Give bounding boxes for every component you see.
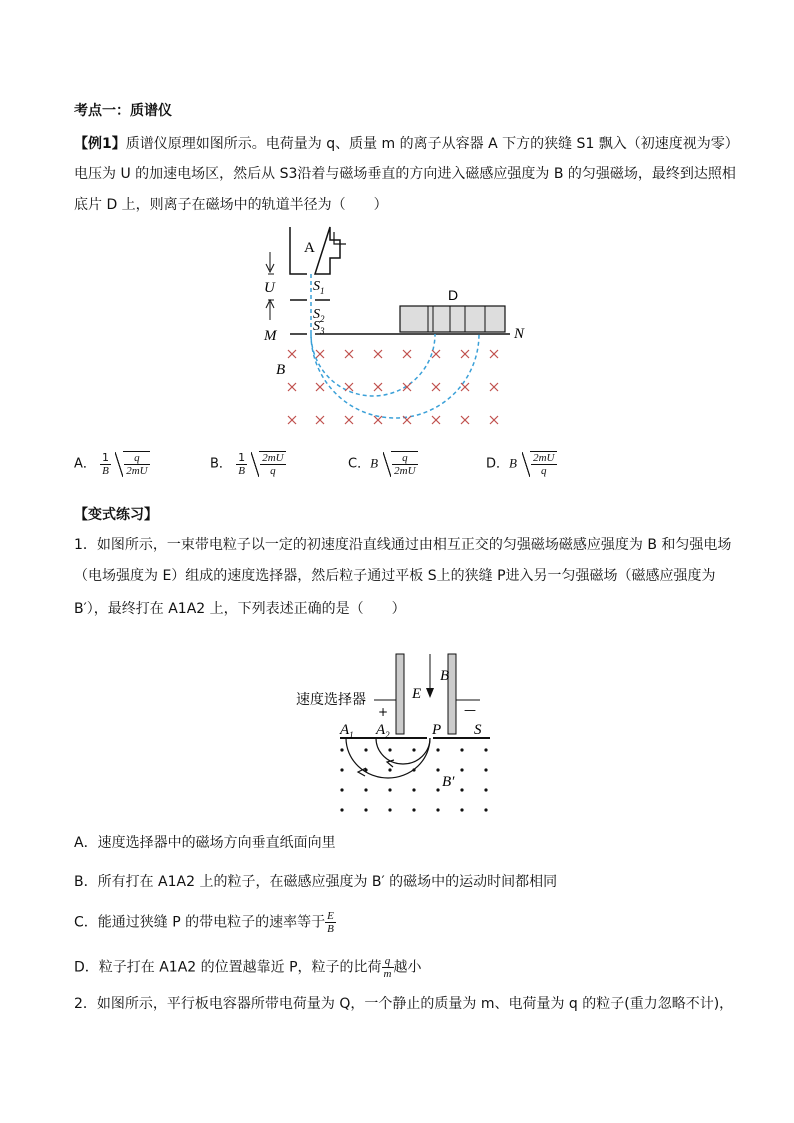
- field-dot: [484, 768, 487, 771]
- label-u: U: [264, 280, 275, 296]
- field-dot: [412, 808, 415, 811]
- example1-line1: [74, 134, 739, 154]
- field-dot: [364, 808, 367, 811]
- field-dot: [460, 768, 463, 771]
- q1-option-b[interactable]: B．所有打在 A1A2 上的粒子，在磁感应强度为 B′ 的磁场中的运动时间都相同: [74, 874, 558, 890]
- label-s1: $S_1$: [313, 279, 325, 296]
- label-s2: $S_2$: [313, 307, 325, 324]
- label-n: N: [514, 326, 525, 342]
- example1-option-d[interactable]: [486, 451, 557, 477]
- label-p: P: [432, 722, 442, 738]
- q1-option-c-frac: $\frac{E}{B}$: [327, 910, 334, 935]
- label-s-plate: S: [474, 722, 482, 738]
- practice-title: 【变式练习】: [74, 507, 158, 523]
- option-c-label: C．: [348, 456, 371, 472]
- option-d-sqrt: $\frac{2mU}{q}$: [530, 451, 556, 477]
- q1-option-c-text: C．能通过狭缝 P 的带电粒子的速率等于: [74, 914, 326, 931]
- option-c-coef: B: [370, 455, 379, 471]
- example1-line2: 电压为 U 的加速电场区，然后从 S3沿着与磁场垂直的方向进入磁感应强度为 B 的匀强磁场，最终到达照相: [74, 166, 736, 182]
- q1-option-d-tail: 越小: [393, 959, 422, 976]
- field-dot: [340, 748, 343, 751]
- q1-option-d-frac: $\frac{q}{m}$: [383, 955, 392, 980]
- magnetic-field-crosses: [288, 350, 498, 424]
- option-a-coef: $\frac{1}{B}$: [102, 450, 110, 477]
- example1-line3: 底片 D 上，则离子在磁场中的轨道半径为（ ）: [74, 197, 388, 213]
- trajectory-small: [376, 738, 430, 764]
- option-d-coef: B: [509, 455, 517, 471]
- field-dot: [436, 748, 439, 751]
- container-a: [290, 227, 340, 274]
- field-dot: [388, 768, 391, 771]
- field-dot: [484, 788, 487, 791]
- label-b-prime: B′: [442, 774, 455, 790]
- example1-option-a[interactable]: [74, 451, 150, 477]
- option-b-sqrt: $\frac{2mU}{q}$: [259, 451, 285, 477]
- q1-option-a[interactable]: A．速度选择器中的磁场方向垂直纸面向里: [74, 835, 336, 851]
- field-dot: [340, 768, 343, 771]
- section-title: 考点一：质谱仪: [74, 103, 172, 119]
- option-b-label: B．: [210, 456, 232, 472]
- field-dot: [460, 748, 463, 751]
- field-dot: [340, 788, 343, 791]
- label-e: E: [412, 686, 422, 702]
- label-s3: $S_3$: [313, 319, 325, 336]
- field-dot: [436, 768, 439, 771]
- option-b-coef: $\frac{1}{B}$: [238, 450, 246, 477]
- e-field-arrow: [426, 688, 434, 698]
- field-dot: [364, 768, 367, 771]
- field-dot: [436, 788, 439, 791]
- field-dot: [388, 788, 391, 791]
- minus-sign: —: [464, 703, 476, 717]
- field-dot: [388, 748, 391, 751]
- magnetic-field-dots: [340, 748, 487, 811]
- q1-option-d-text: D．粒子打在 A1A2 的位置越靠近 P，粒子的比荷: [74, 959, 382, 976]
- q1-line3: B′），最终打在 A1A2 上，下列表述正确的是（ ）: [74, 601, 406, 617]
- example1-tag: 【例1】: [74, 136, 126, 152]
- selector-plate-left: [396, 654, 404, 734]
- field-dot: [484, 748, 487, 751]
- label-velocity-selector: 速度选择器: [296, 692, 366, 708]
- example1-option-b[interactable]: [210, 451, 286, 477]
- label-a1: $A_1$: [340, 722, 354, 740]
- trajectory-outer: [311, 334, 479, 418]
- option-d-label: D．: [486, 456, 510, 472]
- field-dot: [460, 808, 463, 811]
- label-d: D: [448, 287, 459, 303]
- label-b: B: [276, 362, 286, 378]
- trajectory-arrow: [387, 760, 394, 767]
- example1-text1: 质谱仪原理如图所示。电荷量为 q、质量 m 的离子从容器 A 下方的狭缝 S1 飘入（初速度视为零）: [125, 136, 739, 152]
- field-dot: [412, 768, 415, 771]
- plus-sign: +: [378, 705, 389, 719]
- trajectory-inner: [311, 274, 435, 396]
- q1-line2: （电场强度为 E）组成的速度选择器，然后粒子通过平板 S上的狭缝 P进入另一匀强磁场（磁感应强度为: [74, 568, 716, 584]
- q1-line1: 1．如图所示，一束带电粒子以一定的初速度沿直线通过由相互正交的匀强磁场磁感应强度为 B 和匀强电场: [74, 537, 732, 553]
- selector-plate-right: [448, 654, 456, 734]
- option-a-label: A．: [74, 456, 96, 472]
- velocity-selector-figure: [290, 650, 510, 820]
- field-dot: [364, 748, 367, 751]
- field-dot: [412, 748, 415, 751]
- option-c-sqrt: $\frac{q}{2mU}$: [391, 451, 417, 477]
- label-a2: $A_2$: [376, 722, 390, 740]
- field-dot: [340, 808, 343, 811]
- mass-spectrometer-figure: [250, 222, 540, 437]
- field-dot: [484, 808, 487, 811]
- field-dot: [412, 788, 415, 791]
- label-m: M: [264, 328, 277, 344]
- field-dot: [388, 808, 391, 811]
- label-b-selector: B: [440, 668, 450, 684]
- example1-option-c[interactable]: [348, 451, 418, 477]
- q1-option-c[interactable]: [74, 910, 336, 935]
- option-a-sqrt: $\frac{q}{2mU}$: [123, 451, 149, 477]
- photo-plate-d: [400, 306, 505, 332]
- field-dot: [460, 788, 463, 791]
- label-a: A: [304, 240, 315, 256]
- field-dot: [364, 788, 367, 791]
- q1-option-d[interactable]: [74, 955, 422, 980]
- field-dot: [436, 808, 439, 811]
- q2-line1: 2．如图所示，平行板电容器所带电荷量为 Q，一个静止的质量为 m、电荷量为 q 的粒子(重力忽略不计)，: [74, 996, 734, 1012]
